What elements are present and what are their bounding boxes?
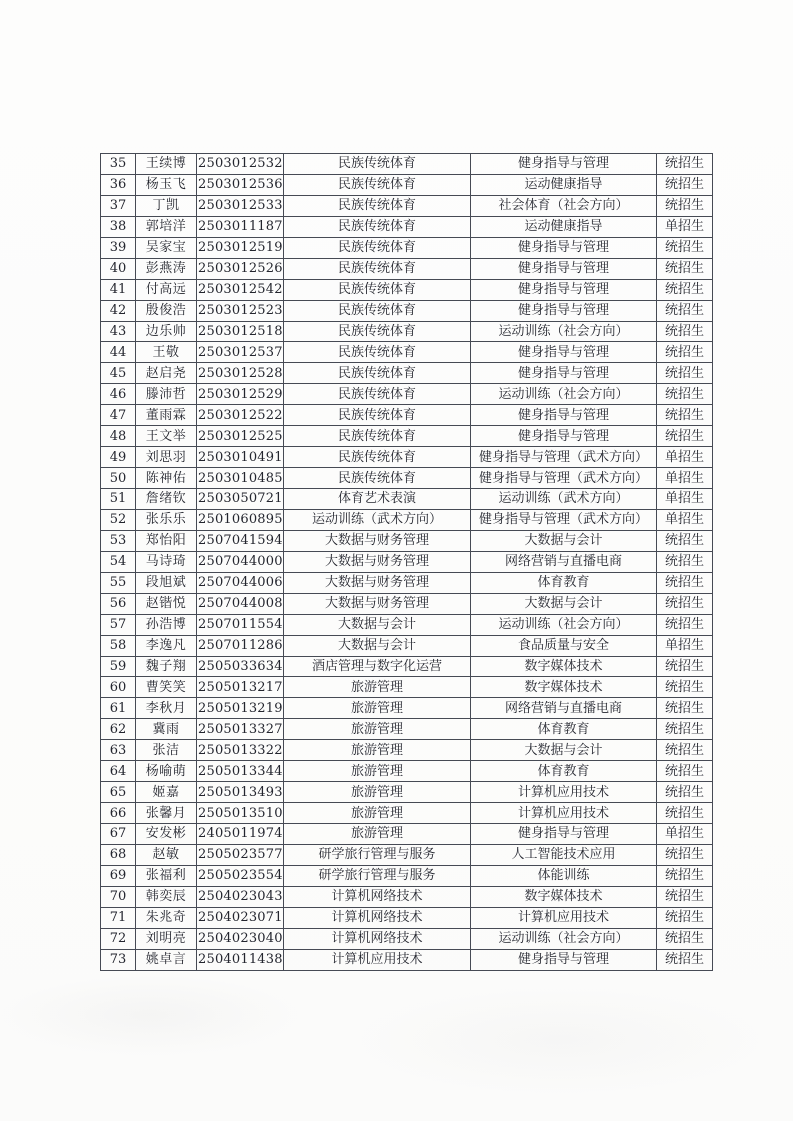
table-row (101, 844, 713, 865)
cell-row-number: 50 (101, 468, 136, 489)
cell-student-id: 2505013219 (197, 698, 284, 719)
cell-major: 民族传统体育 (284, 426, 471, 447)
table-row (101, 698, 713, 719)
cell-row-number: 67 (101, 824, 136, 845)
cell-row-number: 69 (101, 865, 136, 886)
table-row (101, 195, 713, 216)
cell-target-major: 体育教育 (471, 719, 657, 740)
cell-major: 大数据与会计 (284, 635, 471, 656)
cell-target-major: 运动训练（武术方向） (471, 489, 657, 510)
cell-row-number: 48 (101, 426, 136, 447)
cell-target-major: 健身指导与管理 (471, 405, 657, 426)
cell-major: 酒店管理与数字化运营 (284, 656, 471, 677)
cell-admission-type: 统招生 (657, 174, 713, 195)
cell-student-id: 2503012519 (197, 237, 284, 258)
cell-row-number: 51 (101, 489, 136, 510)
cell-major: 大数据与财务管理 (284, 593, 471, 614)
cell-row-number: 62 (101, 719, 136, 740)
cell-admission-type: 单招生 (657, 635, 713, 656)
cell-row-number: 36 (101, 174, 136, 195)
cell-target-major: 健身指导与管理 (471, 237, 657, 258)
cell-student-id: 2503012529 (197, 384, 284, 405)
cell-target-major: 健身指导与管理 (471, 426, 657, 447)
cell-student-id: 2503012526 (197, 258, 284, 279)
cell-admission-type: 统招生 (657, 656, 713, 677)
cell-row-number: 71 (101, 907, 136, 928)
table-row (101, 154, 713, 175)
cell-target-major: 体育教育 (471, 761, 657, 782)
table-row (101, 761, 713, 782)
cell-student-id: 2504023040 (197, 928, 284, 949)
cell-target-major: 健身指导与管理 (471, 154, 657, 175)
cell-row-number: 35 (101, 154, 136, 175)
cell-row-number: 49 (101, 447, 136, 468)
cell-student-name: 陈神佑 (136, 468, 197, 489)
cell-major: 民族传统体育 (284, 342, 471, 363)
cell-row-number: 53 (101, 530, 136, 551)
table-row (101, 572, 713, 593)
cell-admission-type: 单招生 (657, 824, 713, 845)
cell-target-major: 网络营销与直播电商 (471, 698, 657, 719)
cell-major: 计算机应用技术 (284, 949, 471, 970)
table-row (101, 719, 713, 740)
cell-target-major: 大数据与会计 (471, 740, 657, 761)
cell-target-major: 计算机应用技术 (471, 803, 657, 824)
table-row (101, 551, 713, 572)
cell-major: 民族传统体育 (284, 405, 471, 426)
cell-student-name: 冀雨 (136, 719, 197, 740)
table-row (101, 174, 713, 195)
cell-student-id: 2503012533 (197, 195, 284, 216)
cell-student-id: 2507044008 (197, 593, 284, 614)
cell-major: 研学旅行管理与服务 (284, 844, 471, 865)
cell-student-name: 安发彬 (136, 824, 197, 845)
cell-row-number: 46 (101, 384, 136, 405)
cell-target-major: 健身指导与管理 (471, 824, 657, 845)
cell-major: 计算机网络技术 (284, 886, 471, 907)
table-row (101, 468, 713, 489)
cell-student-id: 2503050721 (197, 489, 284, 510)
cell-student-id: 2505023577 (197, 844, 284, 865)
cell-target-major: 食品质量与安全 (471, 635, 657, 656)
cell-student-name: 曹笑笑 (136, 677, 197, 698)
cell-major: 旅游管理 (284, 761, 471, 782)
cell-admission-type: 统招生 (657, 300, 713, 321)
cell-major: 民族传统体育 (284, 174, 471, 195)
cell-student-name: 王敬 (136, 342, 197, 363)
cell-student-id: 2507011554 (197, 614, 284, 635)
cell-student-name: 王文举 (136, 426, 197, 447)
cell-student-id: 2503012523 (197, 300, 284, 321)
cell-student-name: 郑怡阳 (136, 530, 197, 551)
cell-target-major: 数字媒体技术 (471, 886, 657, 907)
cell-major: 民族传统体育 (284, 154, 471, 175)
cell-student-id: 2505013344 (197, 761, 284, 782)
cell-student-id: 2503010491 (197, 447, 284, 468)
cell-row-number: 41 (101, 279, 136, 300)
cell-major: 旅游管理 (284, 824, 471, 845)
cell-major: 民族传统体育 (284, 258, 471, 279)
cell-major: 旅游管理 (284, 698, 471, 719)
cell-admission-type: 统招生 (657, 886, 713, 907)
cell-student-name: 殷俊浩 (136, 300, 197, 321)
cell-admission-type: 统招生 (657, 677, 713, 698)
cell-row-number: 59 (101, 656, 136, 677)
cell-admission-type: 统招生 (657, 405, 713, 426)
cell-student-name: 张福利 (136, 865, 197, 886)
cell-admission-type: 单招生 (657, 489, 713, 510)
cell-student-name: 杨喻萌 (136, 761, 197, 782)
table-row (101, 907, 713, 928)
cell-student-id: 2503011187 (197, 216, 284, 237)
cell-admission-type: 统招生 (657, 593, 713, 614)
cell-student-name: 边乐帅 (136, 321, 197, 342)
cell-major: 大数据与财务管理 (284, 530, 471, 551)
table-row (101, 928, 713, 949)
cell-target-major: 健身指导与管理 (471, 300, 657, 321)
cell-major: 大数据与会计 (284, 614, 471, 635)
cell-admission-type: 统招生 (657, 865, 713, 886)
cell-target-major: 健身指导与管理（武术方向） (471, 468, 657, 489)
cell-admission-type: 单招生 (657, 468, 713, 489)
cell-admission-type: 统招生 (657, 195, 713, 216)
cell-target-major: 健身指导与管理 (471, 949, 657, 970)
cell-row-number: 65 (101, 782, 136, 803)
cell-student-name: 赵启尧 (136, 363, 197, 384)
table-row (101, 865, 713, 886)
cell-row-number: 70 (101, 886, 136, 907)
cell-student-name: 韩奕辰 (136, 886, 197, 907)
cell-major: 旅游管理 (284, 803, 471, 824)
cell-student-name: 吴家宝 (136, 237, 197, 258)
cell-student-id: 2507044006 (197, 572, 284, 593)
cell-admission-type: 统招生 (657, 803, 713, 824)
cell-major: 大数据与财务管理 (284, 551, 471, 572)
cell-row-number: 38 (101, 216, 136, 237)
cell-admission-type: 统招生 (657, 363, 713, 384)
cell-admission-type: 单招生 (657, 216, 713, 237)
cell-major: 旅游管理 (284, 782, 471, 803)
cell-admission-type: 统招生 (657, 949, 713, 970)
cell-student-name: 马诗琦 (136, 551, 197, 572)
cell-row-number: 42 (101, 300, 136, 321)
cell-admission-type: 统招生 (657, 572, 713, 593)
roster-body (101, 154, 713, 971)
cell-student-id: 2503012536 (197, 174, 284, 195)
cell-student-id: 2505013493 (197, 782, 284, 803)
cell-row-number: 40 (101, 258, 136, 279)
cell-admission-type: 统招生 (657, 279, 713, 300)
cell-major: 大数据与财务管理 (284, 572, 471, 593)
cell-admission-type: 统招生 (657, 154, 713, 175)
cell-student-name: 刘思羽 (136, 447, 197, 468)
cell-target-major: 运动训练（社会方向） (471, 384, 657, 405)
cell-student-name: 姚卓言 (136, 949, 197, 970)
cell-student-name: 彭燕涛 (136, 258, 197, 279)
cell-student-name: 孙浩博 (136, 614, 197, 635)
cell-row-number: 45 (101, 363, 136, 384)
cell-student-id: 2503012537 (197, 342, 284, 363)
cell-row-number: 54 (101, 551, 136, 572)
cell-student-name: 丁凯 (136, 195, 197, 216)
cell-row-number: 47 (101, 405, 136, 426)
cell-target-major: 大数据与会计 (471, 593, 657, 614)
cell-student-id: 2507011286 (197, 635, 284, 656)
cell-student-id: 2505013327 (197, 719, 284, 740)
cell-admission-type: 单招生 (657, 509, 713, 530)
cell-student-id: 2505033634 (197, 656, 284, 677)
cell-admission-type: 统招生 (657, 384, 713, 405)
cell-student-id: 2503012525 (197, 426, 284, 447)
cell-target-major: 体育教育 (471, 572, 657, 593)
cell-admission-type: 统招生 (657, 426, 713, 447)
cell-student-name: 姬嘉 (136, 782, 197, 803)
cell-admission-type: 统招生 (657, 321, 713, 342)
cell-admission-type: 统招生 (657, 740, 713, 761)
cell-row-number: 63 (101, 740, 136, 761)
cell-student-name: 付高远 (136, 279, 197, 300)
cell-row-number: 64 (101, 761, 136, 782)
cell-student-id: 2501060895 (197, 509, 284, 530)
cell-admission-type: 统招生 (657, 782, 713, 803)
cell-student-name: 刘明亮 (136, 928, 197, 949)
cell-row-number: 57 (101, 614, 136, 635)
cell-target-major: 健身指导与管理（武术方向） (471, 509, 657, 530)
cell-target-major: 数字媒体技术 (471, 677, 657, 698)
cell-admission-type: 统招生 (657, 342, 713, 363)
cell-target-major: 健身指导与管理 (471, 363, 657, 384)
cell-major: 民族传统体育 (284, 279, 471, 300)
cell-student-id: 2505013322 (197, 740, 284, 761)
cell-target-major: 运动健康指导 (471, 174, 657, 195)
table-row (101, 803, 713, 824)
cell-target-major: 计算机应用技术 (471, 907, 657, 928)
cell-admission-type: 统招生 (657, 719, 713, 740)
cell-student-id: 2503012522 (197, 405, 284, 426)
table-row (101, 300, 713, 321)
cell-major: 计算机网络技术 (284, 907, 471, 928)
table-row (101, 237, 713, 258)
cell-student-name: 李逸凡 (136, 635, 197, 656)
cell-student-name: 张洁 (136, 740, 197, 761)
cell-target-major: 人工智能技术应用 (471, 844, 657, 865)
table-row (101, 363, 713, 384)
cell-major: 旅游管理 (284, 740, 471, 761)
cell-target-major: 体能训练 (471, 865, 657, 886)
cell-row-number: 60 (101, 677, 136, 698)
cell-target-major: 健身指导与管理 (471, 258, 657, 279)
table-row (101, 279, 713, 300)
cell-row-number: 43 (101, 321, 136, 342)
table-row (101, 489, 713, 510)
cell-admission-type: 统招生 (657, 237, 713, 258)
table-row (101, 384, 713, 405)
cell-student-id: 2505013217 (197, 677, 284, 698)
cell-admission-type: 统招生 (657, 614, 713, 635)
cell-target-major: 运动训练（社会方向） (471, 928, 657, 949)
cell-major: 体育艺术表演 (284, 489, 471, 510)
cell-major: 民族传统体育 (284, 447, 471, 468)
cell-row-number: 73 (101, 949, 136, 970)
cell-student-name: 朱兆奇 (136, 907, 197, 928)
cell-target-major: 运动训练（社会方向） (471, 321, 657, 342)
table-row (101, 886, 713, 907)
cell-target-major: 运动训练（社会方向） (471, 614, 657, 635)
cell-student-id: 2507044000 (197, 551, 284, 572)
cell-target-major: 健身指导与管理 (471, 279, 657, 300)
cell-target-major: 数字媒体技术 (471, 656, 657, 677)
cell-student-name: 董雨霖 (136, 405, 197, 426)
cell-row-number: 68 (101, 844, 136, 865)
cell-major: 民族传统体育 (284, 384, 471, 405)
table-row (101, 530, 713, 551)
cell-major: 民族传统体育 (284, 216, 471, 237)
cell-student-name: 杨玉飞 (136, 174, 197, 195)
cell-target-major: 健身指导与管理（武术方向） (471, 447, 657, 468)
cell-admission-type: 统招生 (657, 844, 713, 865)
cell-major: 民族传统体育 (284, 237, 471, 258)
table-row (101, 342, 713, 363)
cell-row-number: 55 (101, 572, 136, 593)
cell-row-number: 56 (101, 593, 136, 614)
cell-student-name: 段旭斌 (136, 572, 197, 593)
table-row (101, 656, 713, 677)
cell-row-number: 52 (101, 509, 136, 530)
table-row (101, 614, 713, 635)
table-row (101, 216, 713, 237)
cell-student-id: 2503012542 (197, 279, 284, 300)
cell-major: 民族传统体育 (284, 468, 471, 489)
cell-major: 民族传统体育 (284, 195, 471, 216)
cell-row-number: 58 (101, 635, 136, 656)
cell-student-id: 2507041594 (197, 530, 284, 551)
cell-student-id: 2505023554 (197, 865, 284, 886)
table-row (101, 949, 713, 970)
cell-row-number: 37 (101, 195, 136, 216)
cell-student-id: 2405011974 (197, 824, 284, 845)
cell-student-name: 李秋月 (136, 698, 197, 719)
cell-student-id: 2504011438 (197, 949, 284, 970)
cell-student-name: 张馨月 (136, 803, 197, 824)
cell-major: 旅游管理 (284, 719, 471, 740)
cell-row-number: 72 (101, 928, 136, 949)
cell-student-name: 赵敏 (136, 844, 197, 865)
cell-student-id: 2503012532 (197, 154, 284, 175)
table-row (101, 426, 713, 447)
cell-target-major: 大数据与会计 (471, 530, 657, 551)
cell-student-name: 郭培洋 (136, 216, 197, 237)
cell-target-major: 计算机应用技术 (471, 782, 657, 803)
cell-student-id: 2503010485 (197, 468, 284, 489)
cell-row-number: 44 (101, 342, 136, 363)
cell-student-name: 滕沛哲 (136, 384, 197, 405)
cell-major: 民族传统体育 (284, 300, 471, 321)
cell-student-name: 王续博 (136, 154, 197, 175)
cell-admission-type: 统招生 (657, 907, 713, 928)
cell-student-name: 张乐乐 (136, 509, 197, 530)
cell-row-number: 39 (101, 237, 136, 258)
cell-student-name: 魏子翔 (136, 656, 197, 677)
cell-student-id: 2505013510 (197, 803, 284, 824)
cell-major: 研学旅行管理与服务 (284, 865, 471, 886)
cell-admission-type: 统招生 (657, 551, 713, 572)
cell-target-major: 健身指导与管理 (471, 342, 657, 363)
cell-target-major: 网络营销与直播电商 (471, 551, 657, 572)
table-row (101, 677, 713, 698)
cell-major: 运动训练（武术方向） (284, 509, 471, 530)
cell-student-name: 詹绪钦 (136, 489, 197, 510)
table-row (101, 824, 713, 845)
cell-major: 计算机网络技术 (284, 928, 471, 949)
cell-major: 民族传统体育 (284, 363, 471, 384)
table-row (101, 740, 713, 761)
cell-target-major: 社会体育（社会方向） (471, 195, 657, 216)
cell-admission-type: 统招生 (657, 928, 713, 949)
cell-student-id: 2503012528 (197, 363, 284, 384)
table-row (101, 509, 713, 530)
table-row (101, 321, 713, 342)
table-row (101, 593, 713, 614)
cell-student-id: 2504023043 (197, 886, 284, 907)
table-row (101, 405, 713, 426)
table-row (101, 782, 713, 803)
table-row (101, 258, 713, 279)
cell-admission-type: 统招生 (657, 761, 713, 782)
table-row (101, 447, 713, 468)
cell-major: 旅游管理 (284, 677, 471, 698)
cell-major: 民族传统体育 (284, 321, 471, 342)
cell-student-id: 2504023071 (197, 907, 284, 928)
table-row (101, 635, 713, 656)
cell-row-number: 61 (101, 698, 136, 719)
cell-admission-type: 单招生 (657, 447, 713, 468)
cell-student-name: 赵锴悦 (136, 593, 197, 614)
cell-target-major: 运动健康指导 (471, 216, 657, 237)
cell-admission-type: 统招生 (657, 530, 713, 551)
cell-student-id: 2503012518 (197, 321, 284, 342)
cell-row-number: 66 (101, 803, 136, 824)
cell-admission-type: 统招生 (657, 698, 713, 719)
cell-admission-type: 统招生 (657, 258, 713, 279)
student-roster-table (100, 153, 713, 971)
